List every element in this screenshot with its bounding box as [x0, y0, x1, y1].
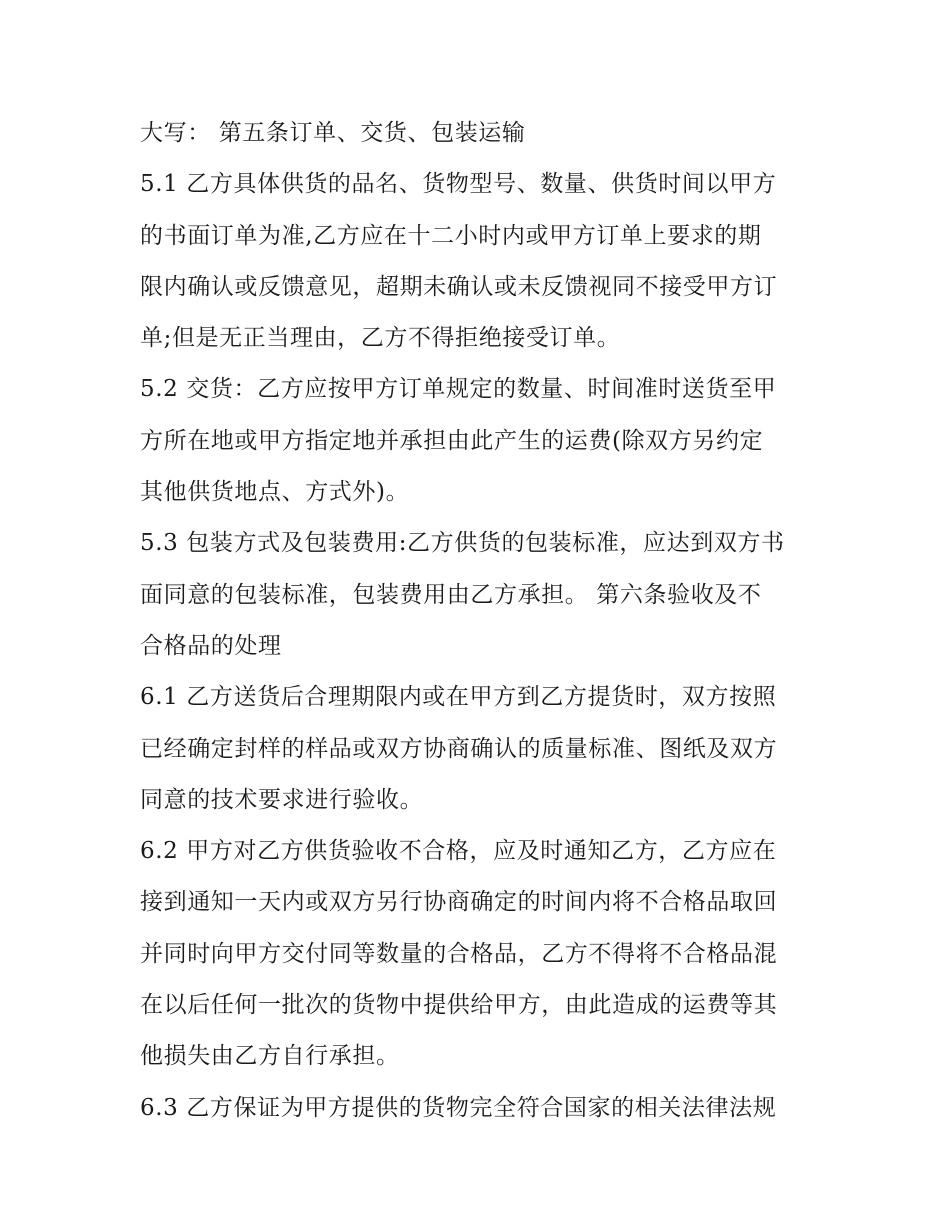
clause-5-2 — [140, 364, 820, 518]
text-line: 5.1 乙方具体供货的品名、货物型号、数量、供货时间以甲方 — [140, 171, 777, 198]
text-line: 已经确定封样的样品或双方协商确认的质量标准、图纸及双方 — [140, 735, 778, 762]
text-line: 合格品的处理 — [140, 632, 282, 659]
text-line: 其他供货地点、方式外)。 — [140, 479, 410, 506]
heading-article-5 — [140, 108, 820, 159]
clause-6-1 — [140, 672, 820, 826]
text-line: 6.3 乙方保证为甲方提供的货物完全符合国家的相关法律法规 — [140, 1094, 777, 1121]
text-line: 大写： 第五条订单、交货、包装运输 — [140, 120, 526, 146]
text-line: 单;但是无正当理由，乙方不得拒绝接受订单。 — [140, 325, 621, 352]
text-line: 限内确认或反馈意见，超期未确认或未反馈视同不接受甲方订 — [140, 273, 778, 300]
clause-6-3 — [140, 1083, 820, 1134]
clause-5-3 — [140, 518, 820, 672]
text-line: 的书面订单为准,乙方应在十二小时内或甲方订单上要求的期 — [140, 222, 762, 249]
text-line: 他损失由乙方自行承担。 — [140, 1043, 400, 1070]
text-line: 5.2 交货：乙方应按甲方订单规定的数量、时间准时送货至甲 — [140, 376, 777, 403]
text-line: 6.2 甲方对乙方供货验收不合格，应及时通知乙方，乙方应在 — [140, 838, 777, 865]
text-line: 面同意的包装标准，包装费用由乙方承担。 第六条验收及不 — [140, 581, 762, 608]
clause-5-1 — [140, 159, 820, 364]
text-line: 6.1 乙方送货后合理期限内或在甲方到乙方提货时，双方按照 — [140, 684, 777, 711]
text-line: 同意的技术要求进行验收。 — [140, 786, 424, 813]
document-body — [140, 108, 820, 1134]
clause-6-2 — [140, 826, 820, 1082]
text-line: 方所在地或甲方指定地并承担由此产生的运费(除双方另约定 — [140, 427, 764, 454]
text-line: 并同时向甲方交付同等数量的合格品，乙方不得将不合格品混 — [140, 940, 778, 967]
text-line: 5.3 包装方式及包装费用:乙方供货的包装标准，应达到双方书 — [140, 530, 785, 557]
text-line: 接到通知一天内或双方另行协商确定的时间内将不合格品取回 — [140, 889, 778, 916]
text-line: 在以后任何一批次的货物中提供给甲方，由此造成的运费等其 — [140, 992, 778, 1019]
